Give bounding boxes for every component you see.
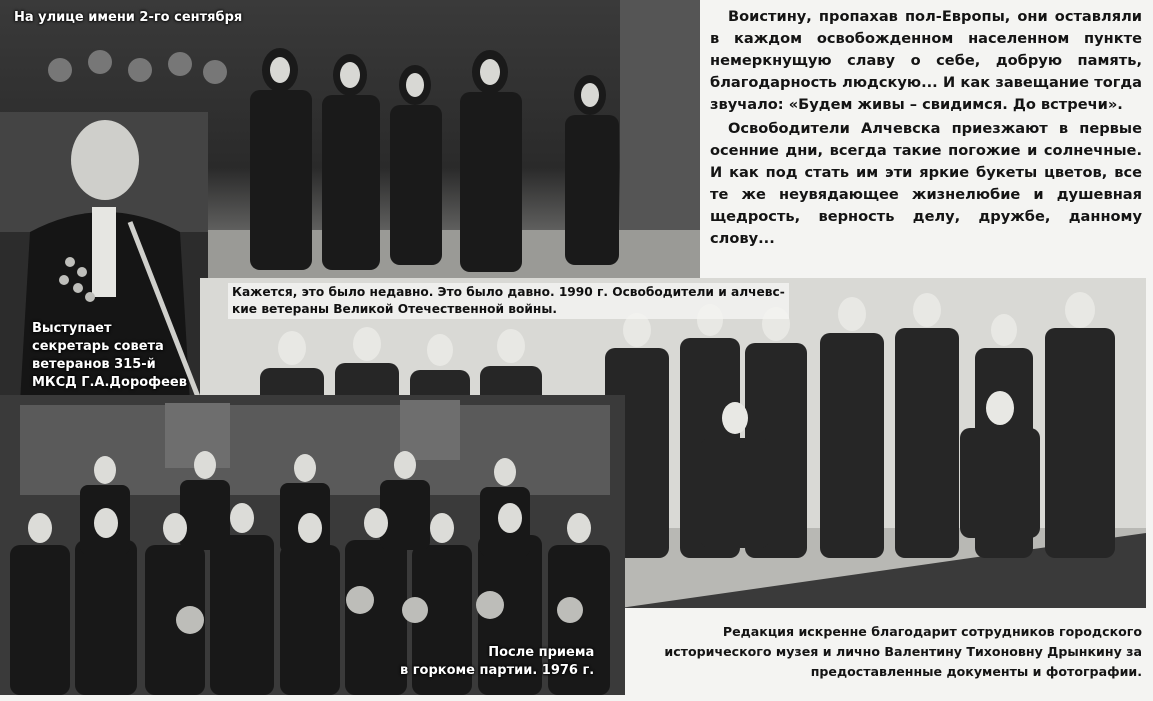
caption-speaker-line: ветеранов 315-й [32,357,156,372]
caption-group-1990-line: Кажется, это было недавно. Это было давно. 1990 г. Освободители и алчевс- [232,285,785,299]
article-paragraph: Освободители Алчевска приезжают в первые осенние дни, всегда такие погожие и солнечные. И как под стать им эти яркие букеты цветов, все те же неувядающее жизнелюбие и душевная щедрость, верность делу, дружбе, данному слову... [710,120,1142,247]
caption-group-1990-line: кие ветераны Великой Отечественной войны. [232,302,557,316]
caption-speaker-line: МКСД Г.А.Дорофеев [32,375,187,390]
caption-speaker-line: секретарь совета [32,339,164,354]
acknowledgement-text: Редакция искренне благодарит сотрудников городского исторического музея и лично Валентину Тихоновну Дрынкину за предоставленные документы и фотографии. [664,624,1142,679]
caption-speaker [32,320,187,392]
caption-speaker-line: Выступает [32,321,112,336]
caption-group-1990 [228,283,789,319]
article-paragraph: Воистину, пропахав пол-Европы, они оставляли в каждом освобожденном населенном пункте немеркнущую славу о себе, добрую память, благодарность людскую... И как завещание тогда звучало: «Будем живы – свидимся. До встречи». [710,8,1142,113]
caption-street-parade: На улице имени 2-го сентября [14,10,243,25]
article-text [710,6,1142,250]
caption-reception-line: После приема [488,645,595,660]
caption-reception-line: в горкоме партии. 1976 г. [400,663,595,678]
caption-reception-1976 [400,644,594,680]
